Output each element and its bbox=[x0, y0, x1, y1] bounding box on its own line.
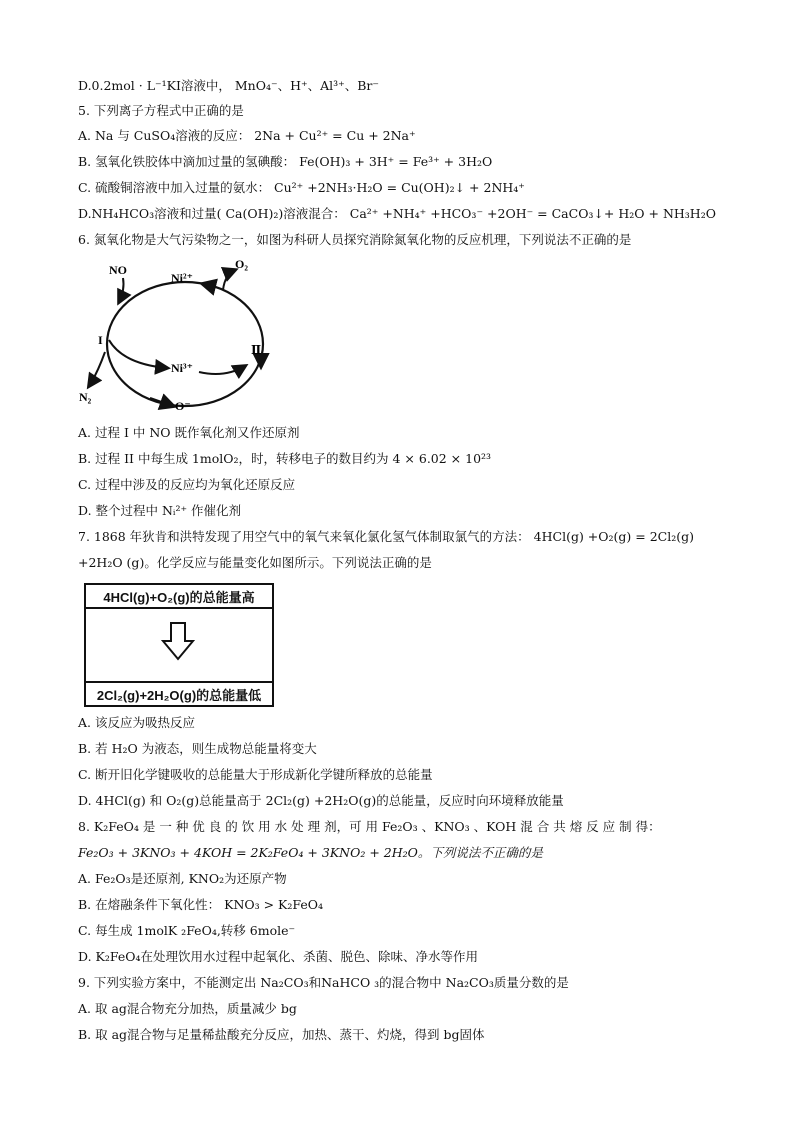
label-n2: N₂ bbox=[79, 390, 92, 404]
label-stage-2: Ⅱ bbox=[251, 343, 262, 357]
q7-option-c: C. 断开旧化学键吸收的总能量大于形成新化学键所释放的总能量 bbox=[78, 767, 433, 782]
q9-option-b: B. 取 ag混合物与足量稀盐酸充分反应，加热、蒸干、灼烧，得到 bg固体 bbox=[78, 1027, 485, 1042]
q7-stem-line2: +2H₂O (g)。化学反应与能量变化如图所示。下列说法正确的是 bbox=[78, 555, 432, 570]
q5-option-c: C. 硫酸铜溶液中加入过量的氨水： Cu²⁺ +2NH₃·H₂O = Cu(OH)₂↓ + 2NH₄⁺ bbox=[78, 180, 525, 195]
q6-stem: 6. 氮氧化物是大气污染物之一，如图为科研人员探究消除氮氧化物的反应机理，下列说法不正确的是 bbox=[78, 232, 632, 247]
q6-option-b: B. 过程 II 中每生成 1molO₂，时，转移电子的数目约为 4 × 6.02 × 10²³ bbox=[78, 451, 492, 466]
q7-stem-line1: 7. 1868 年狄肯和洪特发现了用空气中的氧气来氧化氯化氢气体制取氯气的方法： 4HCl(g) +O₂(g) = 2Cl₂(g) bbox=[78, 529, 694, 544]
q6-option-a: A. 过程 I 中 NO 既作氧化剂又作还原剂 bbox=[78, 425, 300, 440]
label-no: NO bbox=[109, 263, 127, 277]
q8-option-a: A. Fe₂O₃是还原剂, KNO₂为还原产物 bbox=[78, 871, 287, 886]
energy-top-label: 4HCl(g)+O₂(g)的总能量高 bbox=[103, 589, 255, 605]
q9-option-a: A. 取 ag混合物充分加热，质量减少 bg bbox=[78, 1001, 297, 1016]
q5-option-d: D.NH₄HCO₃溶液和过量( Ca(OH)₂)溶液混合： Ca²⁺ +NH₄⁺ +HCO₃⁻ +2OH⁻ = CaCO₃↓+ H₂O + NH₃H₂O bbox=[78, 206, 716, 221]
q7-option-a: A. 该反应为吸热反应 bbox=[78, 715, 195, 730]
q8-option-c: C. 每生成 1molK ₂FeO₄,转移 6mole⁻ bbox=[78, 923, 296, 938]
label-o2: O₂ bbox=[235, 257, 248, 271]
q9-stem: 9. 下列实验方案中，不能测定出 Na₂CO₃和NaHCO ₃的混合物中 Na₂CO₃质量分数的是 bbox=[78, 975, 569, 990]
label-ni2: Ni²⁺ bbox=[171, 271, 193, 285]
label-ni3: Ni³⁺ bbox=[171, 361, 193, 375]
energy-bottom-band bbox=[86, 681, 272, 705]
reaction-cycle-diagram bbox=[75, 256, 275, 416]
label-stage-1: I bbox=[98, 333, 103, 347]
energy-top-band bbox=[86, 585, 272, 609]
q7-option-d: D. 4HCl(g) 和 O₂(g)总能量高于 2Cl₂(g) +2H₂O(g)的总能量，反应时向环境释放能量 bbox=[78, 793, 564, 808]
energy-bottom-label: 2Cl₂(g)+2H₂O(g)的总能量低 bbox=[96, 687, 262, 703]
q6-option-c: C. 过程中涉及的反应均为氧化还原反应 bbox=[78, 477, 296, 492]
q8-stem-line2: Fe₂O₃ + 3KNO₃ + 4KOH = 2K₂FeO₄ + 3KNO₂ + 2H₂O。下列说法不正确的是 bbox=[78, 845, 543, 860]
down-arrow-icon bbox=[161, 621, 195, 661]
q8-option-d: D. K₂FeO₄在处理饮用水过程中起氧化、杀菌、脱色、除味、净水等作用 bbox=[78, 949, 479, 964]
q5-stem: 5. 下列离子方程式中正确的是 bbox=[78, 103, 244, 118]
q6-option-d: D. 整个过程中 Nᵢ²⁺ 作催化剂 bbox=[78, 503, 242, 518]
q4-option-d: D.0.2mol · L⁻¹KI溶液中， MnO₄⁻、H⁺、Al³⁺、Br⁻ bbox=[78, 78, 379, 93]
q5-option-b: B. 氢氧化铁胶体中滴加过量的氢碘酸： Fe(OH)₃ + 3H⁺ = Fe³⁺ + 3H₂O bbox=[78, 154, 493, 169]
energy-diagram bbox=[84, 583, 274, 707]
q7-option-b: B. 若 H₂O 为液态，则生成物总能量将变大 bbox=[78, 741, 317, 756]
q8-option-b: B. 在熔融条件下氧化性： KNO₃ > K₂FeO₄ bbox=[78, 897, 324, 912]
q8-stem-line1: 8. K₂FeO₄ 是 一 种 优 良 的 饮 用 水 处 理 剂，可 用 Fe₂O₃ 、KNO₃ 、KOH 混 合 共 熔 反 应 制 得： bbox=[78, 819, 661, 834]
label-o-minus: O⁻ bbox=[175, 399, 191, 413]
q5-option-a: A. Na 与 CuSO₄溶液的反应： 2Na + Cu²⁺ = Cu + 2Na⁺ bbox=[78, 128, 416, 143]
